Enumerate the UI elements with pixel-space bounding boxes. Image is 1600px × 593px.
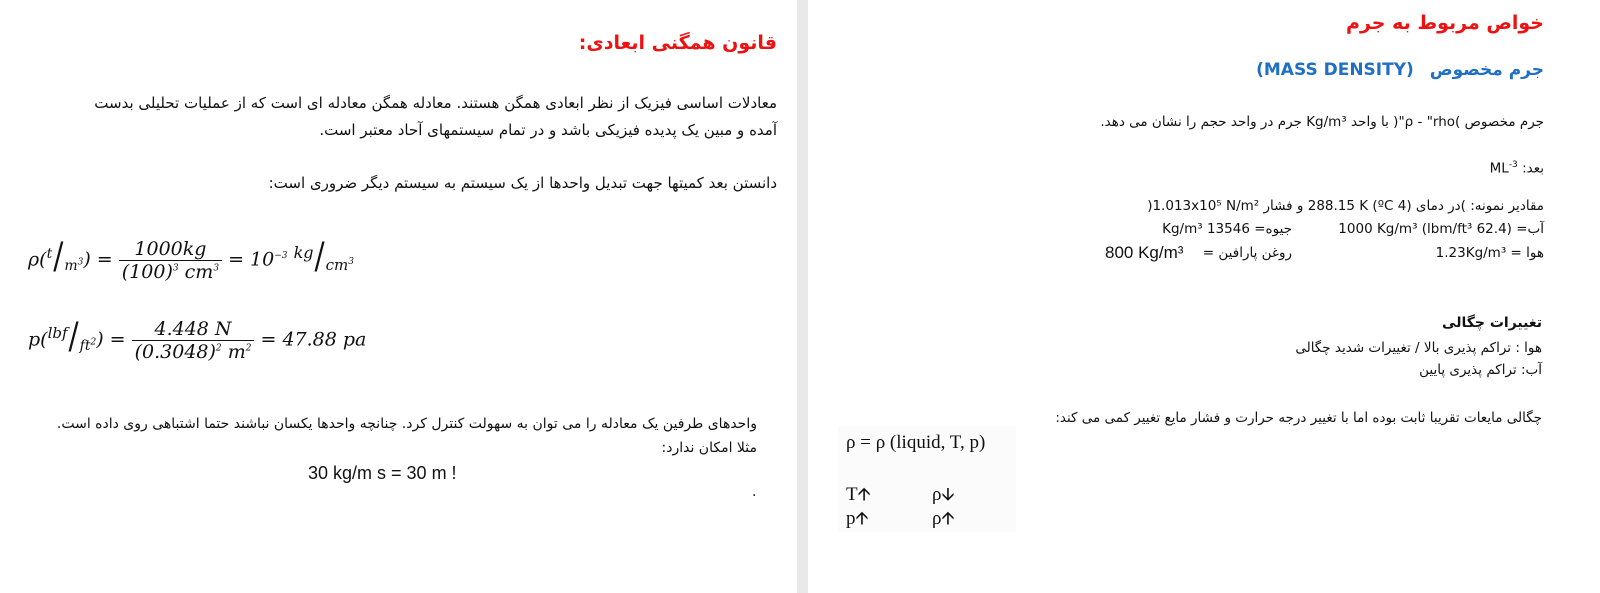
water-compressibility: آب: تراکم پذیری پایین bbox=[1419, 362, 1542, 378]
eq-rhs-den: cm bbox=[325, 256, 349, 275]
eq-fraction bbox=[132, 318, 255, 363]
water-density: آب= (62.4 lbm/ft³) 1000 Kg/m³ bbox=[1338, 221, 1544, 237]
paragraph-line: معادلات اساسی فیزیک از نظر ابعادی همگن هستند. معادله همگن معادله ای است که از عملیات تحلیلی بدست bbox=[94, 94, 777, 112]
pressure-up: p🡩 bbox=[846, 508, 869, 529]
eq-equals: ) = bbox=[96, 328, 126, 351]
density-change-title: تغییرات چگالی bbox=[1442, 315, 1542, 331]
stray-dot: . bbox=[752, 484, 757, 500]
eq-denominator: $(0.3048)^2$ $m^2$ bbox=[134, 341, 252, 363]
eq-unit-den: ft bbox=[79, 338, 91, 355]
subheading-en: (MASS DENSITY) bbox=[1256, 60, 1414, 80]
equation-pressure-conversion: $p(^{lbf}/_{ft^2})$ = $\frac{4.448 N}{(0.3048)^2 m^2}$ = 47.88 pa bbox=[28, 315, 367, 363]
eq-unit-den: m bbox=[64, 258, 78, 275]
paraffin-density-value: 800 Kg/m³ bbox=[1105, 243, 1184, 262]
dimension-line: بعد: $ML^{-3}$ bbox=[1489, 160, 1544, 177]
density-definition: جرم مخصوص )ρ - "rho"( با واحد Kg/m³ جرم در واحد حجم را نشان می دهد. bbox=[1100, 114, 1544, 130]
arrow-up-icon: 🡩 bbox=[941, 508, 955, 529]
page-heading: قانون همگنی ابعادی: bbox=[578, 32, 777, 54]
subheading bbox=[1256, 60, 1544, 80]
density-up: ρ🡩 bbox=[932, 508, 955, 529]
air-compressibility: هوا : تراکم پذیری بالا / تغییرات شدید چگالی bbox=[1295, 340, 1542, 356]
right-page bbox=[808, 0, 1600, 593]
eq-numerator: 1000kg bbox=[119, 238, 222, 261]
paragraph-line: مثلا امکان ندارد: bbox=[661, 440, 757, 456]
eq-rhs-num: kg bbox=[293, 243, 314, 263]
temperature-up: T🡩 bbox=[846, 484, 871, 505]
paragraph-line: آمده و مبین یک پدیده فیزیکی باشد و در تمام سیستمهای آحاد معتبر است. bbox=[319, 121, 777, 139]
eq-result: = 47.88 pa bbox=[260, 328, 367, 351]
example-equation: 30 kg/m s = 30 m ! bbox=[308, 463, 457, 483]
eq-denominator: $(100)^3$ $cm^3$ bbox=[121, 261, 220, 283]
air-density: هوا = 1.23Kg/m³ bbox=[1435, 245, 1544, 261]
paraffin-density-label: روغن پارافین = bbox=[1202, 245, 1292, 261]
rho-formula: ρ = ρ (liquid, T, p) bbox=[846, 432, 986, 453]
equation-density-conversion: $\rho(^t/_{m^3})$ = $\frac{1000kg}{(100)^3 cm^3}$ = $10^{-3}$ $^{kg}/_{cm^3}$ bbox=[28, 235, 354, 283]
density-relation-box bbox=[838, 426, 1016, 532]
arrow-down-icon: 🡫 bbox=[941, 484, 955, 505]
eq-fraction bbox=[119, 238, 222, 283]
left-page bbox=[0, 0, 797, 593]
mercury-density: جیوه= 13546 Kg/m³ bbox=[1162, 221, 1292, 237]
eq-unit-num: t bbox=[46, 246, 53, 263]
arrow-up-icon: 🡩 bbox=[857, 484, 871, 505]
eq-p: p( bbox=[28, 328, 48, 351]
eq-equals: ) = bbox=[83, 248, 113, 271]
arrow-up-icon: 🡩 bbox=[855, 508, 869, 529]
eq-exponent: −3 bbox=[274, 251, 288, 262]
eq-numerator: 4.448 N bbox=[132, 318, 255, 341]
sample-values-line: مقادیر نمونه: )در دمای (4 ºC) 288.15 K و فشار 1.013x10⁵ N/m²( bbox=[1147, 198, 1544, 214]
paragraph-line: واحدهای طرفین یک معادله را می توان به سهولت کنترل کرد. چنانچه واحدها یکسان نباشند حتما اشتباهی روی داده است. bbox=[56, 416, 757, 432]
page-heading: خواص مربوط به جرم bbox=[1346, 12, 1544, 34]
liquid-density-note: چگالی مایعات تقریبا ثابت بوده اما با تغییر درجه حرارت و فشار مایع تغییر کمی می کند: bbox=[1055, 410, 1542, 426]
eq-unit-num: lbf bbox=[47, 324, 68, 343]
paragraph-line: دانستن بعد کمیتها جهت تبدیل واحدها از یک سیستم به سیستم دیگر ضروری است: bbox=[268, 174, 777, 192]
eq-result: = 10 bbox=[228, 248, 275, 271]
eq-rho: ρ( bbox=[28, 248, 47, 271]
density-down: ρ🡫 bbox=[932, 484, 955, 505]
subheading-fa: جرم مخصوص bbox=[1429, 60, 1544, 80]
